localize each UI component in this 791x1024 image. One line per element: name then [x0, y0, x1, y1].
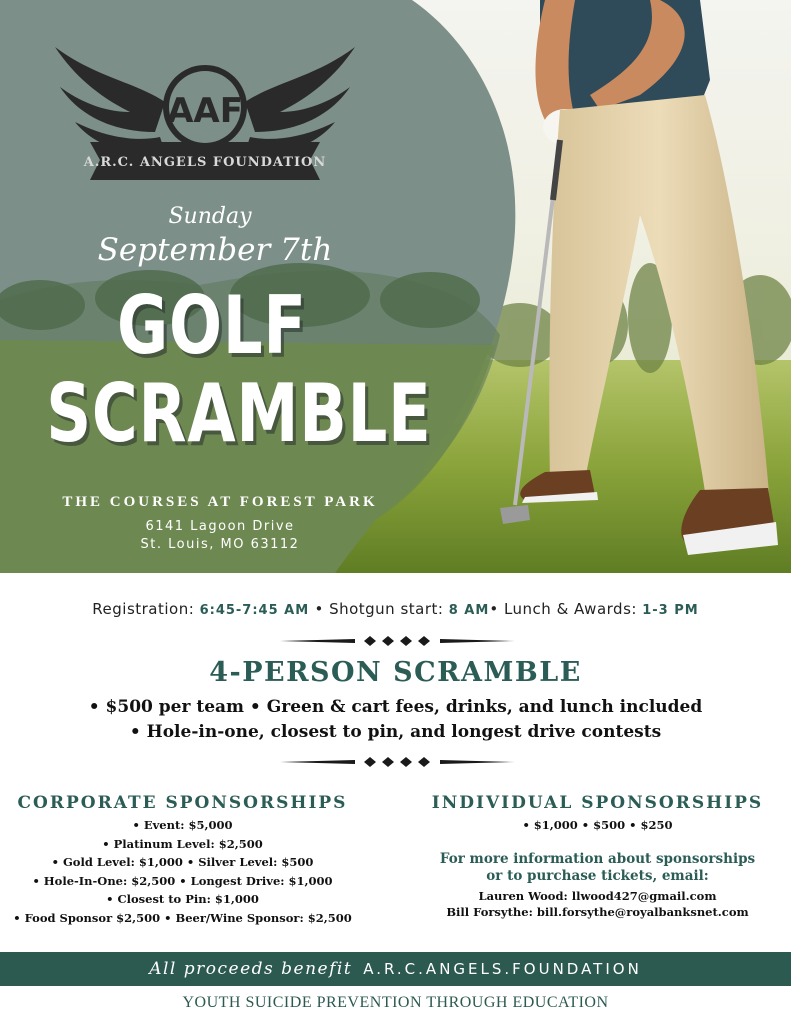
scramble-details-line-1: • $500 per team • Green & cart fees, drinks, and lunch included: [88, 697, 703, 717]
more-info-line-2: or to purchase tickets, email:: [486, 867, 709, 884]
address-city: St. Louis, MO 63112: [140, 537, 300, 552]
sponsorship-item: • Gold Level: $1,000 • Silver Level: $500: [51, 855, 314, 869]
contact-lauren-wood[interactable]: Lauren Wood: llwood427@gmail.com: [478, 888, 717, 903]
registration-time: 6:45-7:45 AM: [199, 603, 310, 618]
separator: •: [489, 600, 504, 618]
registration-label: Registration:: [92, 600, 195, 618]
scramble-details-line-2: • Hole-in-one, closest to pin, and longest drive contests: [129, 722, 662, 742]
event-date: September 7th: [97, 232, 333, 268]
individual-heading: INDIVIDUAL SPONSORSHIPS: [431, 793, 764, 813]
sponsorship-item: • Platinum Level: $2,500: [102, 836, 263, 851]
logo-monogram: AAF: [167, 91, 243, 131]
venue-name: THE COURSES AT FOREST PARK: [62, 494, 378, 510]
individual-levels: • $1,000 • $500 • $250: [522, 818, 673, 832]
benefit-text: All proceeds benefit: [149, 959, 353, 979]
sponsorship-item: • Food Sponsor $2,500 • Beer/Wine Sponsor: $2,500: [13, 910, 352, 925]
sponsorship-item: • Event: $5,000: [132, 818, 233, 832]
more-info-text: [415, 851, 780, 885]
footer-banner: [0, 952, 791, 986]
scramble-heading: 4-PERSON SCRAMBLE: [209, 657, 582, 688]
address-street: 6141 Lagoon Drive: [145, 519, 295, 534]
separator: •: [309, 600, 330, 618]
arc-angels-logo: [55, 42, 355, 192]
corporate-heading: CORPORATE SPONSORSHIPS: [17, 793, 348, 813]
title-line-2: SCRAMBLE: [46, 367, 432, 460]
sponsorship-item: • Closest to Pin: $1,000: [106, 892, 259, 906]
contact-bill-forsythe[interactable]: Bill Forsythe: bill.forsythe@royalbanksnet.com: [446, 904, 749, 919]
shotgun-label: Shotgun start:: [329, 600, 444, 618]
sponsorship-item: • Hole-In-One: $2,500 • Longest Drive: $1,000: [32, 873, 333, 888]
individual-sponsorships: [415, 793, 780, 920]
shotgun-time: 8 AM: [448, 603, 490, 618]
ornament-divider: [280, 755, 515, 769]
lunch-label: Lunch & Awards:: [503, 600, 637, 618]
lunch-time: 1-3 PM: [642, 603, 699, 618]
corporate-sponsorships: [0, 793, 365, 927]
event-day: Sunday: [168, 204, 252, 229]
tagline: YOUTH SUICIDE PREVENTION THROUGH EDUCATION: [182, 994, 609, 1011]
benefit-org: A.R.C.ANGELS.FOUNDATION: [363, 960, 642, 978]
logo-banner-text: A.R.C. ANGELS FOUNDATION: [83, 155, 327, 170]
ornament-divider: [280, 634, 515, 648]
event-title: [46, 279, 432, 460]
more-info-line-1: For more information about sponsorships: [439, 850, 756, 867]
schedule-line: [0, 600, 791, 618]
contact-list: [415, 888, 780, 920]
title-line-1: GOLF: [117, 279, 307, 372]
